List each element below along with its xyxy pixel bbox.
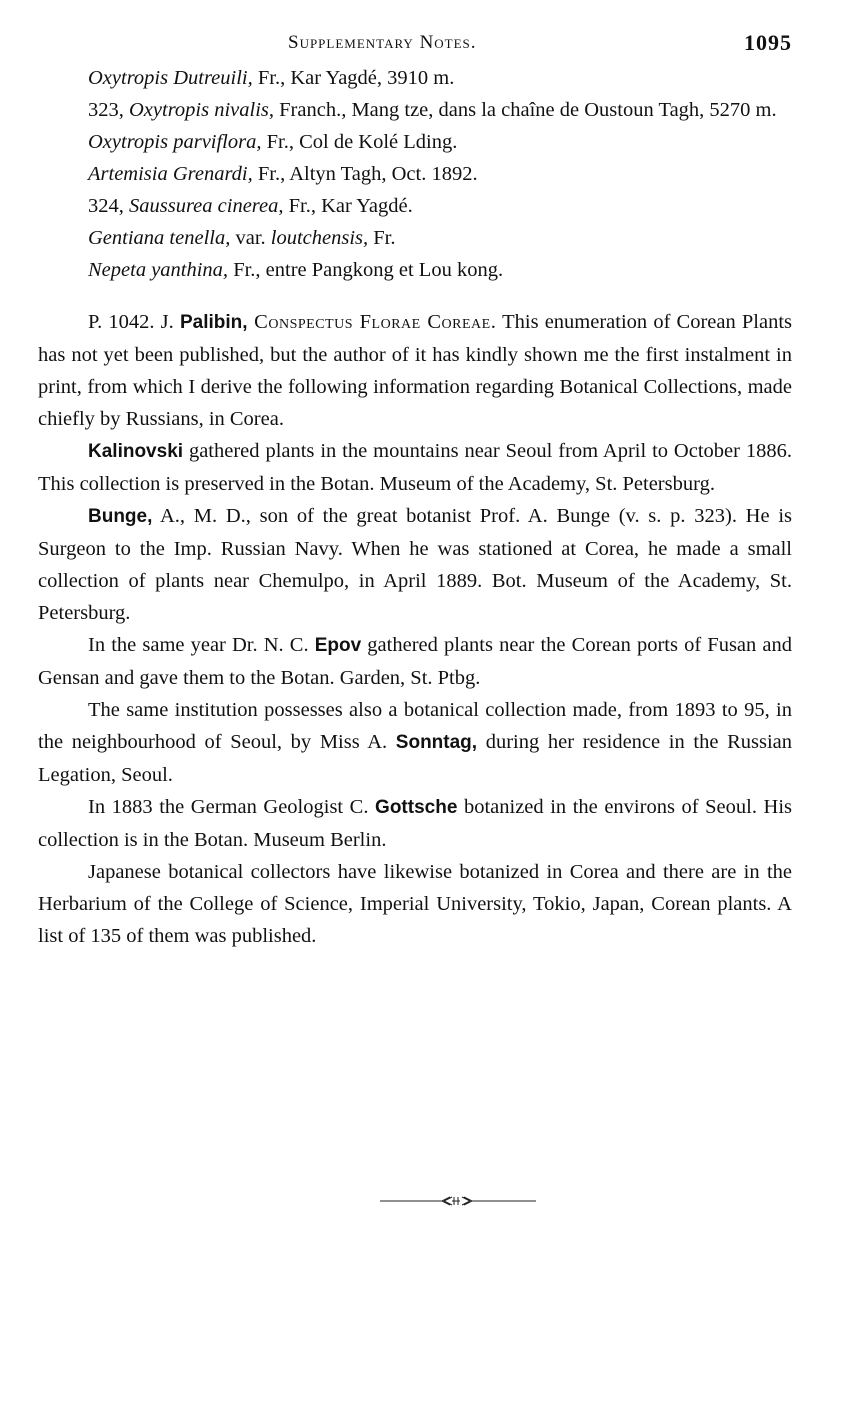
species-entry [38,126,792,158]
ref-text: P. 1042. J. [88,311,180,333]
paragraph-palibin [38,306,792,435]
paragraph-epov [38,629,792,694]
collector-name: Palibin, [179,312,248,333]
species-entry [38,62,792,94]
species-name: Oxytropis parviflora, [88,131,262,153]
species-name: Oxytropis nivalis, [129,99,275,121]
species-name: Gentiana tenella, [88,227,231,249]
work-title: Conspectus Florae Coreae. [247,311,497,333]
species-number: 323, [88,99,129,121]
paragraph-bunge [38,500,792,629]
running-title: Supplementary Notes. [288,32,477,53]
paragraph-text: gathered plants in the mountains near Seoul from April to October 1886. This collection is preserved in the Botan. Museum of the Academy, St. Petersburg. [38,440,792,495]
paragraph-sonntag [38,694,792,791]
paragraph-text: In 1883 the German Geologist C. [88,796,376,818]
species-entry [38,222,792,254]
body-text [38,306,792,952]
ornament-divider [378,1193,538,1209]
paragraph-text: Japanese botanical collectors have likewise botanized in Corea and there are in the Herbarium of the College of Science, Imperial University, Tokio, Japan, Corean plants. A list of 135 of them was published. [38,861,792,947]
paragraph-kalinovski [38,435,792,500]
species-detail: Fr., Altyn Tagh, Oct. 1892. [252,163,478,185]
collector-name: Kalinovski [88,441,184,462]
paragraph-gottsche [38,791,792,856]
running-header [38,28,792,62]
species-name: Artemisia Grenardi, [88,163,253,185]
species-name: Saussurea cinerea, [129,195,284,217]
species-entry [38,158,792,190]
paragraph-japanese [38,856,792,952]
species-detail: Franch., Mang tze, dans la chaîne de Oustoun Tagh, 5270 m. [274,99,777,121]
species-list [38,62,792,286]
species-variety-label: var. [230,227,271,249]
species-variety: loutchensis, [270,227,369,249]
paragraph-text: gathered plants near the Corean ports of Fusan and Gensan and gave them to the Botan. Garden, St. Ptbg. [38,634,792,689]
species-detail: Fr., Kar Yagdé, 3910 m. [252,67,455,89]
paragraph-text: A., M. D., son of the great botanist Prof. A. Bunge (v. s. p. 323). He is Surgeon to the Imp. Russian Navy. When he was stationed at Corea, he made a small collection of plants near Chemulpo, in April 1889. Bot. Museum of the Academy, St. Petersburg. [38,505,792,624]
collector-name: Gottsche [375,797,458,818]
species-detail: Fr., Col de Kolé Lding. [261,131,458,153]
species-name: Oxytropis Dutreuili, [88,67,253,89]
paragraph-text: In the same year Dr. N. C. [88,634,315,656]
species-number: 324, [88,195,129,217]
species-detail: Fr., Kar Yagdé. [283,195,413,217]
paragraph-text: This enumeration of Corean Plants has not yet been published, but the author of it has kindly shown me the first instalment in print, from which I derive the following information regarding Botanical Collections, made chiefly by Russians, in Corea. [38,311,793,430]
species-entry [38,94,792,126]
collector-name: Epov [314,635,362,656]
species-detail: Fr., entre Pangkong et Lou kong. [228,259,504,281]
collector-name: Sonntag, [395,732,478,753]
page-number: 1095 [744,30,792,55]
page [38,28,792,952]
species-entry [38,190,792,222]
species-entry [38,254,792,286]
species-name: Nepeta yanthina, [88,259,229,281]
paragraph-text: during her residence in the Russian Legation, Seoul. [38,731,792,786]
paragraph-text: botanized in the environs of Seoul. His collection is in the Botan. Museum Berlin. [38,796,792,851]
paragraph-text: The same institution possesses also a botanical collection made, from 1893 to 95, in the neighbourhood of Seoul, by Miss A. [38,699,792,753]
species-detail: Fr. [368,227,396,249]
collector-name: Bunge, [88,506,153,527]
